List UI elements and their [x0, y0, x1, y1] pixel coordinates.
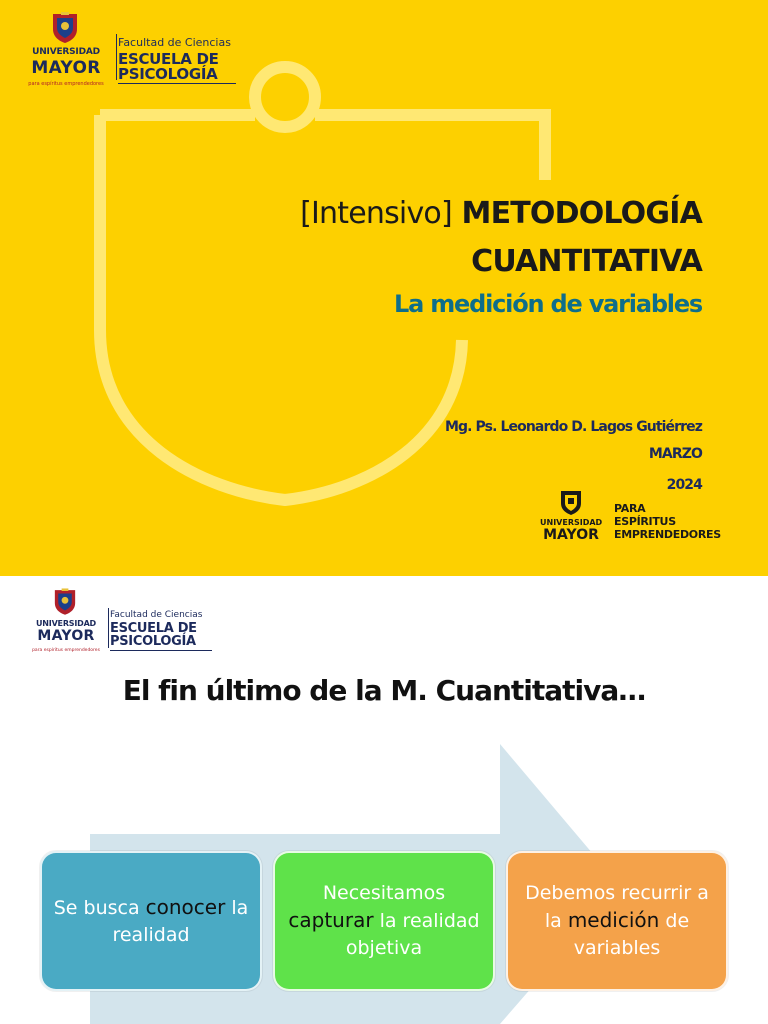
slide-title: El fin último de la M. Cuantitativa…: [122, 674, 646, 707]
university-crest-icon: [52, 12, 78, 44]
step-1-emphasis: conocer: [145, 894, 226, 919]
footer-slogan-line2: ESPÍRITUS: [614, 515, 676, 528]
school-name-line2: PSICOLOGÍA: [118, 65, 218, 83]
step-box-3: [506, 851, 728, 991]
step-1-pre: Se busca: [53, 896, 146, 919]
step-3-pre: Debemos recurrir a la: [525, 882, 709, 932]
title-prefix: [Intensivo]: [300, 196, 452, 231]
title-main-word: METODOLOGÍA: [461, 196, 702, 231]
shield-top-edge: [100, 115, 545, 180]
step-1-text: [52, 894, 250, 949]
faculty-name: Facultad de Ciencias: [118, 36, 231, 49]
slide-subtitle: La medición de variables: [394, 290, 702, 318]
university-tagline: para espíritus emprendedores: [32, 648, 100, 653]
university-name-line2: MAYOR: [37, 628, 95, 644]
faculty-name: Facultad de Ciencias: [110, 610, 203, 620]
footer-slogan-line1: PARA: [614, 502, 646, 515]
university-name-line2: MAYOR: [31, 58, 101, 78]
title-line-1: [300, 196, 702, 231]
footer-university-line2: MAYOR: [543, 527, 599, 543]
footer-university-line1: UNIVERSIDAD: [540, 518, 603, 527]
footer-slogan-line3: EMPRENDEDORES: [614, 528, 721, 541]
step-box-1: [40, 851, 262, 991]
school-name-line1: ESCUELA DE: [118, 50, 219, 68]
step-3-text: [518, 880, 716, 962]
school-underline: [118, 83, 236, 84]
presentation-month: MARZO: [648, 446, 702, 462]
step-3-post: de variables: [573, 910, 690, 959]
step-2-text: [285, 880, 483, 962]
step-1-post: la realidad: [112, 896, 249, 946]
step-3-emphasis: medición: [567, 908, 660, 932]
school-name-line2: PSICOLOGÍA: [110, 634, 196, 649]
university-tagline: para espíritus emprendedores: [28, 81, 104, 87]
university-name-line1: UNIVERSIDAD: [32, 47, 100, 57]
shield-ring: [255, 67, 315, 127]
presentation-year: 2024: [666, 477, 702, 493]
step-box-2: [273, 851, 495, 991]
university-name-line1: UNIVERSIDAD: [36, 619, 96, 628]
school-name-line1: ESCUELA DE: [110, 621, 197, 636]
step-2-emphasis: capturar: [288, 908, 374, 932]
content-slide: [0, 576, 768, 1024]
author-name: Mg. Ps. Leonardo D. Lagos Gutiérrez: [445, 419, 702, 435]
footer-university-logo: [540, 488, 730, 550]
logo-divider: [116, 34, 117, 80]
university-logo: [20, 12, 240, 92]
step-2-post: la realidad objetiva: [345, 910, 480, 959]
title-line-2: CUANTITATIVA: [471, 244, 702, 279]
step-2-pre: Necesitamos: [322, 882, 446, 904]
footer-crest-icon: [560, 490, 582, 516]
